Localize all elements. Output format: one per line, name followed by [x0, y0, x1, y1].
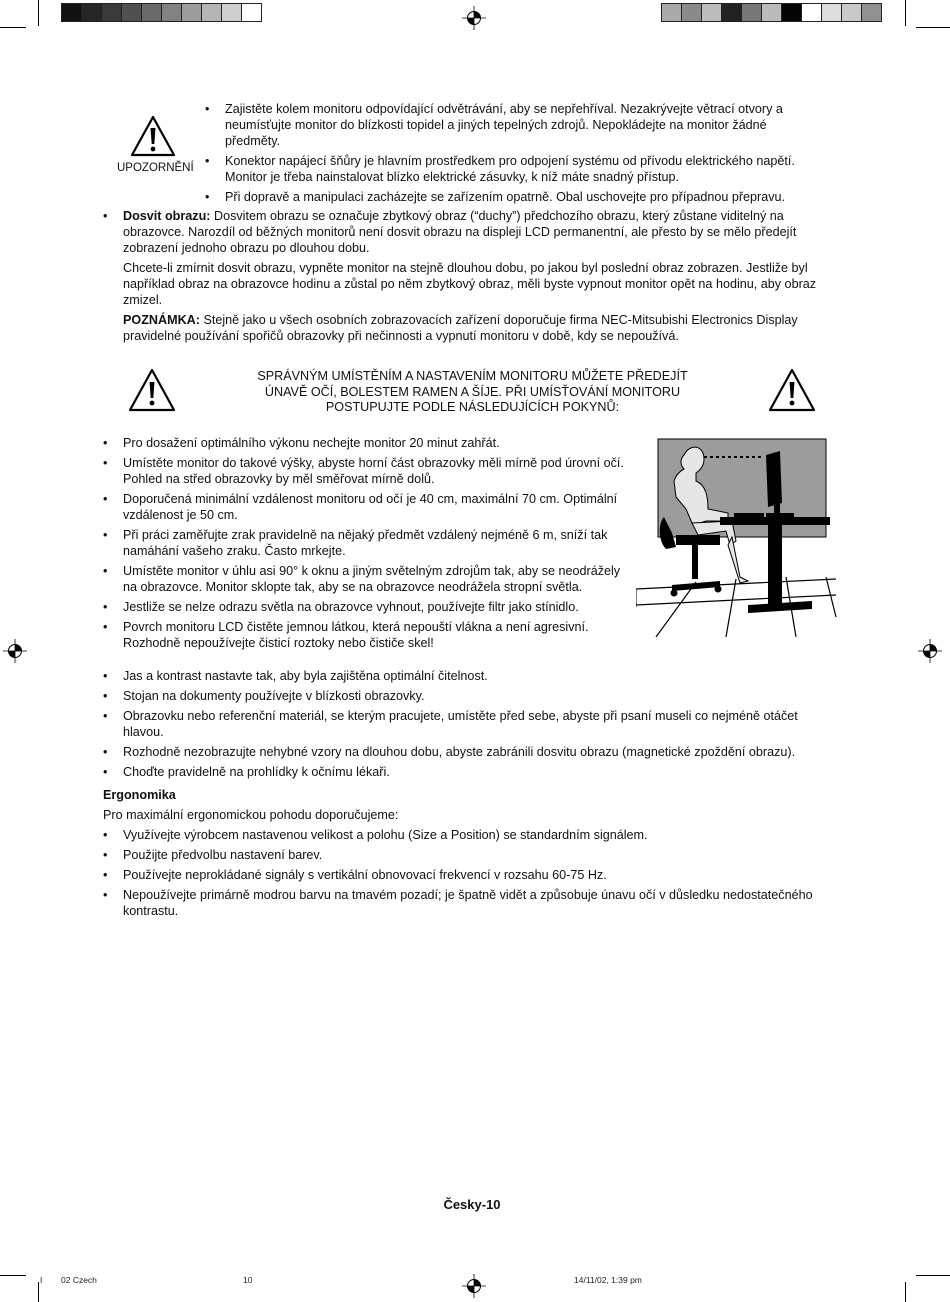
crop-mark	[916, 27, 950, 28]
tip-item: • Doporučená minimální vzdálenost monitoru od očí je 40 cm, maximální 70 cm. Optimální vzdálenost je 50 cm.	[103, 491, 628, 523]
footer-mark: I	[40, 1275, 43, 1285]
tip-item: • Jestliže se nelze odrazu světla na obrazovce vyhnout, používejte filtr jako stínidlo.	[103, 599, 628, 615]
registration-crosshair-top-icon	[462, 6, 486, 30]
display-tips-list	[103, 668, 833, 784]
grayscale-swatch	[201, 3, 222, 22]
tip-item: • Choďte pravidelně na prohlídky k očnímu lékaři.	[103, 764, 833, 780]
grayscale-swatch	[161, 3, 182, 22]
grayscale-swatch	[81, 3, 102, 22]
ergonomics-heading: Ergonomika	[103, 788, 176, 802]
afterimage-text: Dosvitem obrazu se označuje zbytkový obraz (“duchy”) předchozího obrazu, který zůstane viditelný na obrazovce. Narozdíl od běžných monitorů není dosvit obrazu na displeji LCD permanentní, ale přesto by se mělo předejít zobrazení jednoho obrazu po dlouhou dobu.	[123, 209, 797, 255]
registration-crosshair-right-icon	[918, 639, 942, 663]
warning-list	[205, 101, 815, 209]
crop-mark	[0, 27, 26, 28]
grayscale-swatch	[741, 3, 762, 22]
grayscale-swatch	[781, 3, 802, 22]
ergonomics-list	[103, 827, 843, 919]
crop-mark	[38, 0, 39, 26]
grayscale-swatch	[141, 3, 162, 22]
crop-mark	[38, 1282, 39, 1302]
tip-item: • Umístěte monitor do takové výšky, abyste horní část obrazovky měli mírně pod úrovní očí. Pohled na střed obrazovky by měl směřovat mírně dolů.	[103, 455, 628, 487]
grayscale-swatch	[721, 3, 742, 22]
tip-item: • Stojan na dokumenty používejte v blízkosti obrazovky.	[103, 688, 833, 704]
grayscale-swatch	[701, 3, 722, 22]
footer-date: 14/11/02, 1:39 pm	[574, 1275, 642, 1285]
grayscale-swatch	[661, 3, 682, 22]
ergonomics-item: • Využívejte výrobcem nastavenou velikost a polohu (Size a Position) se standardním signálem.	[103, 827, 843, 843]
footer-page: 10	[243, 1275, 253, 1285]
caution-triangle-left-icon	[128, 368, 176, 412]
crop-mark	[905, 1282, 906, 1302]
grayscale-swatch	[761, 3, 782, 22]
footer-file: 02 Czech	[61, 1275, 97, 1285]
ergonomics-item: • Použijte předvolbu nastavení barev.	[103, 847, 843, 863]
grayscale-swatch	[101, 3, 122, 22]
ergonomics-item: • Používejte neprokládané signály s vertikální obnovovací frekvencí v rozsahu 60-75 Hz.	[103, 867, 843, 883]
grayscale-swatch	[821, 3, 842, 22]
tip-item: • Umístěte monitor v úhlu asi 90° k oknu a jiným světelným zdrojům tak, aby se neodrážely na obrazovce. Monitor sklopte tak, aby se na obrazovce neodrážela stropní světla.	[103, 563, 628, 595]
placement-heading-line: ÚNAVĚ OČÍ, BOLESTEM RAMEN A ŠÍJE. PŘI UMÍSŤOVÁNÍ MONITORU	[264, 384, 681, 399]
registration-crosshair-left-icon	[3, 639, 27, 663]
tip-item: • Obrazovku nebo referenční materiál, se kterým pracujete, umístěte před sebe, abyste při psaní museli co nejméně otáčet hlavou.	[103, 708, 833, 740]
crop-mark	[0, 1275, 26, 1276]
placement-heading-line: SPRÁVNÝM UMÍSTĚNÍM A NASTAVENÍM MONITORU MŮŽETE PŘEDEJÍT	[257, 369, 688, 383]
bullet: •	[103, 209, 108, 223]
warning-triangle-icon	[130, 115, 176, 157]
grayscale-swatch	[121, 3, 142, 22]
tip-item: • Pro dosažení optimálního výkonu nechejte monitor 20 minut zahřát.	[103, 435, 628, 451]
afterimage-section	[103, 208, 848, 348]
placement-heading	[200, 369, 745, 416]
warning-label: UPOZORNĚNÍ	[117, 162, 194, 174]
warning-item: • Konektor napájecí šňůry je hlavním prostředkem pro odpojení systému od přívodu elektrického napětí. Monitor je třeba nainstalovat blízko elektrické zásuvky, k níž máte snadný přístup.	[205, 153, 815, 185]
tip-item: • Rozhodně nezobrazujte nehybné vzory na dlouhou dobu, abyste zabránili dosvitu obrazu (magnetické zpoždění obrazu).	[103, 744, 833, 760]
caution-triangle-right-icon	[768, 368, 816, 412]
placement-tips-list	[103, 435, 628, 655]
ergonomics-section	[103, 787, 843, 923]
ergonomic-workstation-illustration	[636, 437, 844, 637]
note-text: Stejně jako u všech osobních zobrazovacích zařízení doporučuje firma NEC-Mitsubishi Electronics Display pravidelné používání spořičů obrazovky při nečinnosti a vypnutí monitoru v době, kdy se nepoužívá.	[123, 313, 798, 343]
crop-mark	[916, 1275, 950, 1276]
grayscale-swatch	[61, 3, 82, 22]
placement-heading-line: POSTUPUJTE PODLE NÁSLEDUJÍCÍCH POKYNŮ:	[325, 400, 620, 414]
page-number: Česky-10	[443, 1197, 501, 1212]
grayscale-swatch	[861, 3, 882, 22]
grayscale-swatch	[841, 3, 862, 22]
tip-item: • Při práci zaměřujte zrak pravidelně na nějaký předmět vzdálený nejméně 6 m, sníží tak namáhání vašeho zraku. Často mrkejte.	[103, 527, 628, 559]
grayscale-swatch	[241, 3, 262, 22]
ergonomics-item: • Nepoužívejte primárně modrou barvu na tmavém pozadí; je špatně vidět a způsobuje únavu očí v důsledku nedostatečného kontrastu.	[103, 887, 843, 919]
warning-item: • Zajistěte kolem monitoru odpovídající odvětrávání, aby se nepřehříval. Nezakrývejte větrací otvory a neumísťujte monitor do blízkosti topidel a jiných tepelných zdrojů. Nepokládejte na monitor žádné předměty.	[205, 101, 815, 149]
afterimage-label: Dosvit obrazu:	[123, 209, 211, 223]
tip-item: • Jas a kontrast nastavte tak, aby byla zajištěna optimální čitelnost.	[103, 668, 833, 684]
ergonomics-intro: Pro maximální ergonomickou pohodu doporučujeme:	[103, 808, 399, 822]
note-label: POZNÁMKA:	[123, 313, 200, 327]
registration-crosshair-bottom-icon	[462, 1274, 486, 1298]
grayscale-swatch	[801, 3, 822, 22]
warning-item: • Při dopravě a manipulaci zacházejte se zařízením opatrně. Obal uschovejte pro případnou přepravu.	[205, 189, 815, 205]
grayscale-swatch	[681, 3, 702, 22]
tip-item: • Povrch monitoru LCD čistěte jemnou látkou, která nepouští vlákna a není agresivní. Rozhodně nepoužívejte čisticí roztoky nebo čističe skel!	[103, 619, 628, 651]
afterimage-paragraph: Chcete-li zmírnit dosvit obrazu, vypněte monitor na stejně dlouhou dobu, po jakou byl poslední obraz zobrazen. Jestliže byl například obraz na obrazovce hodinu a zůstal po něm zbytkový obraz, měli byste vypnout monitor opět na hodinu, aby obraz zmizel.	[123, 261, 817, 307]
crop-mark	[905, 0, 906, 26]
grayscale-swatch	[181, 3, 202, 22]
grayscale-swatch	[221, 3, 242, 22]
